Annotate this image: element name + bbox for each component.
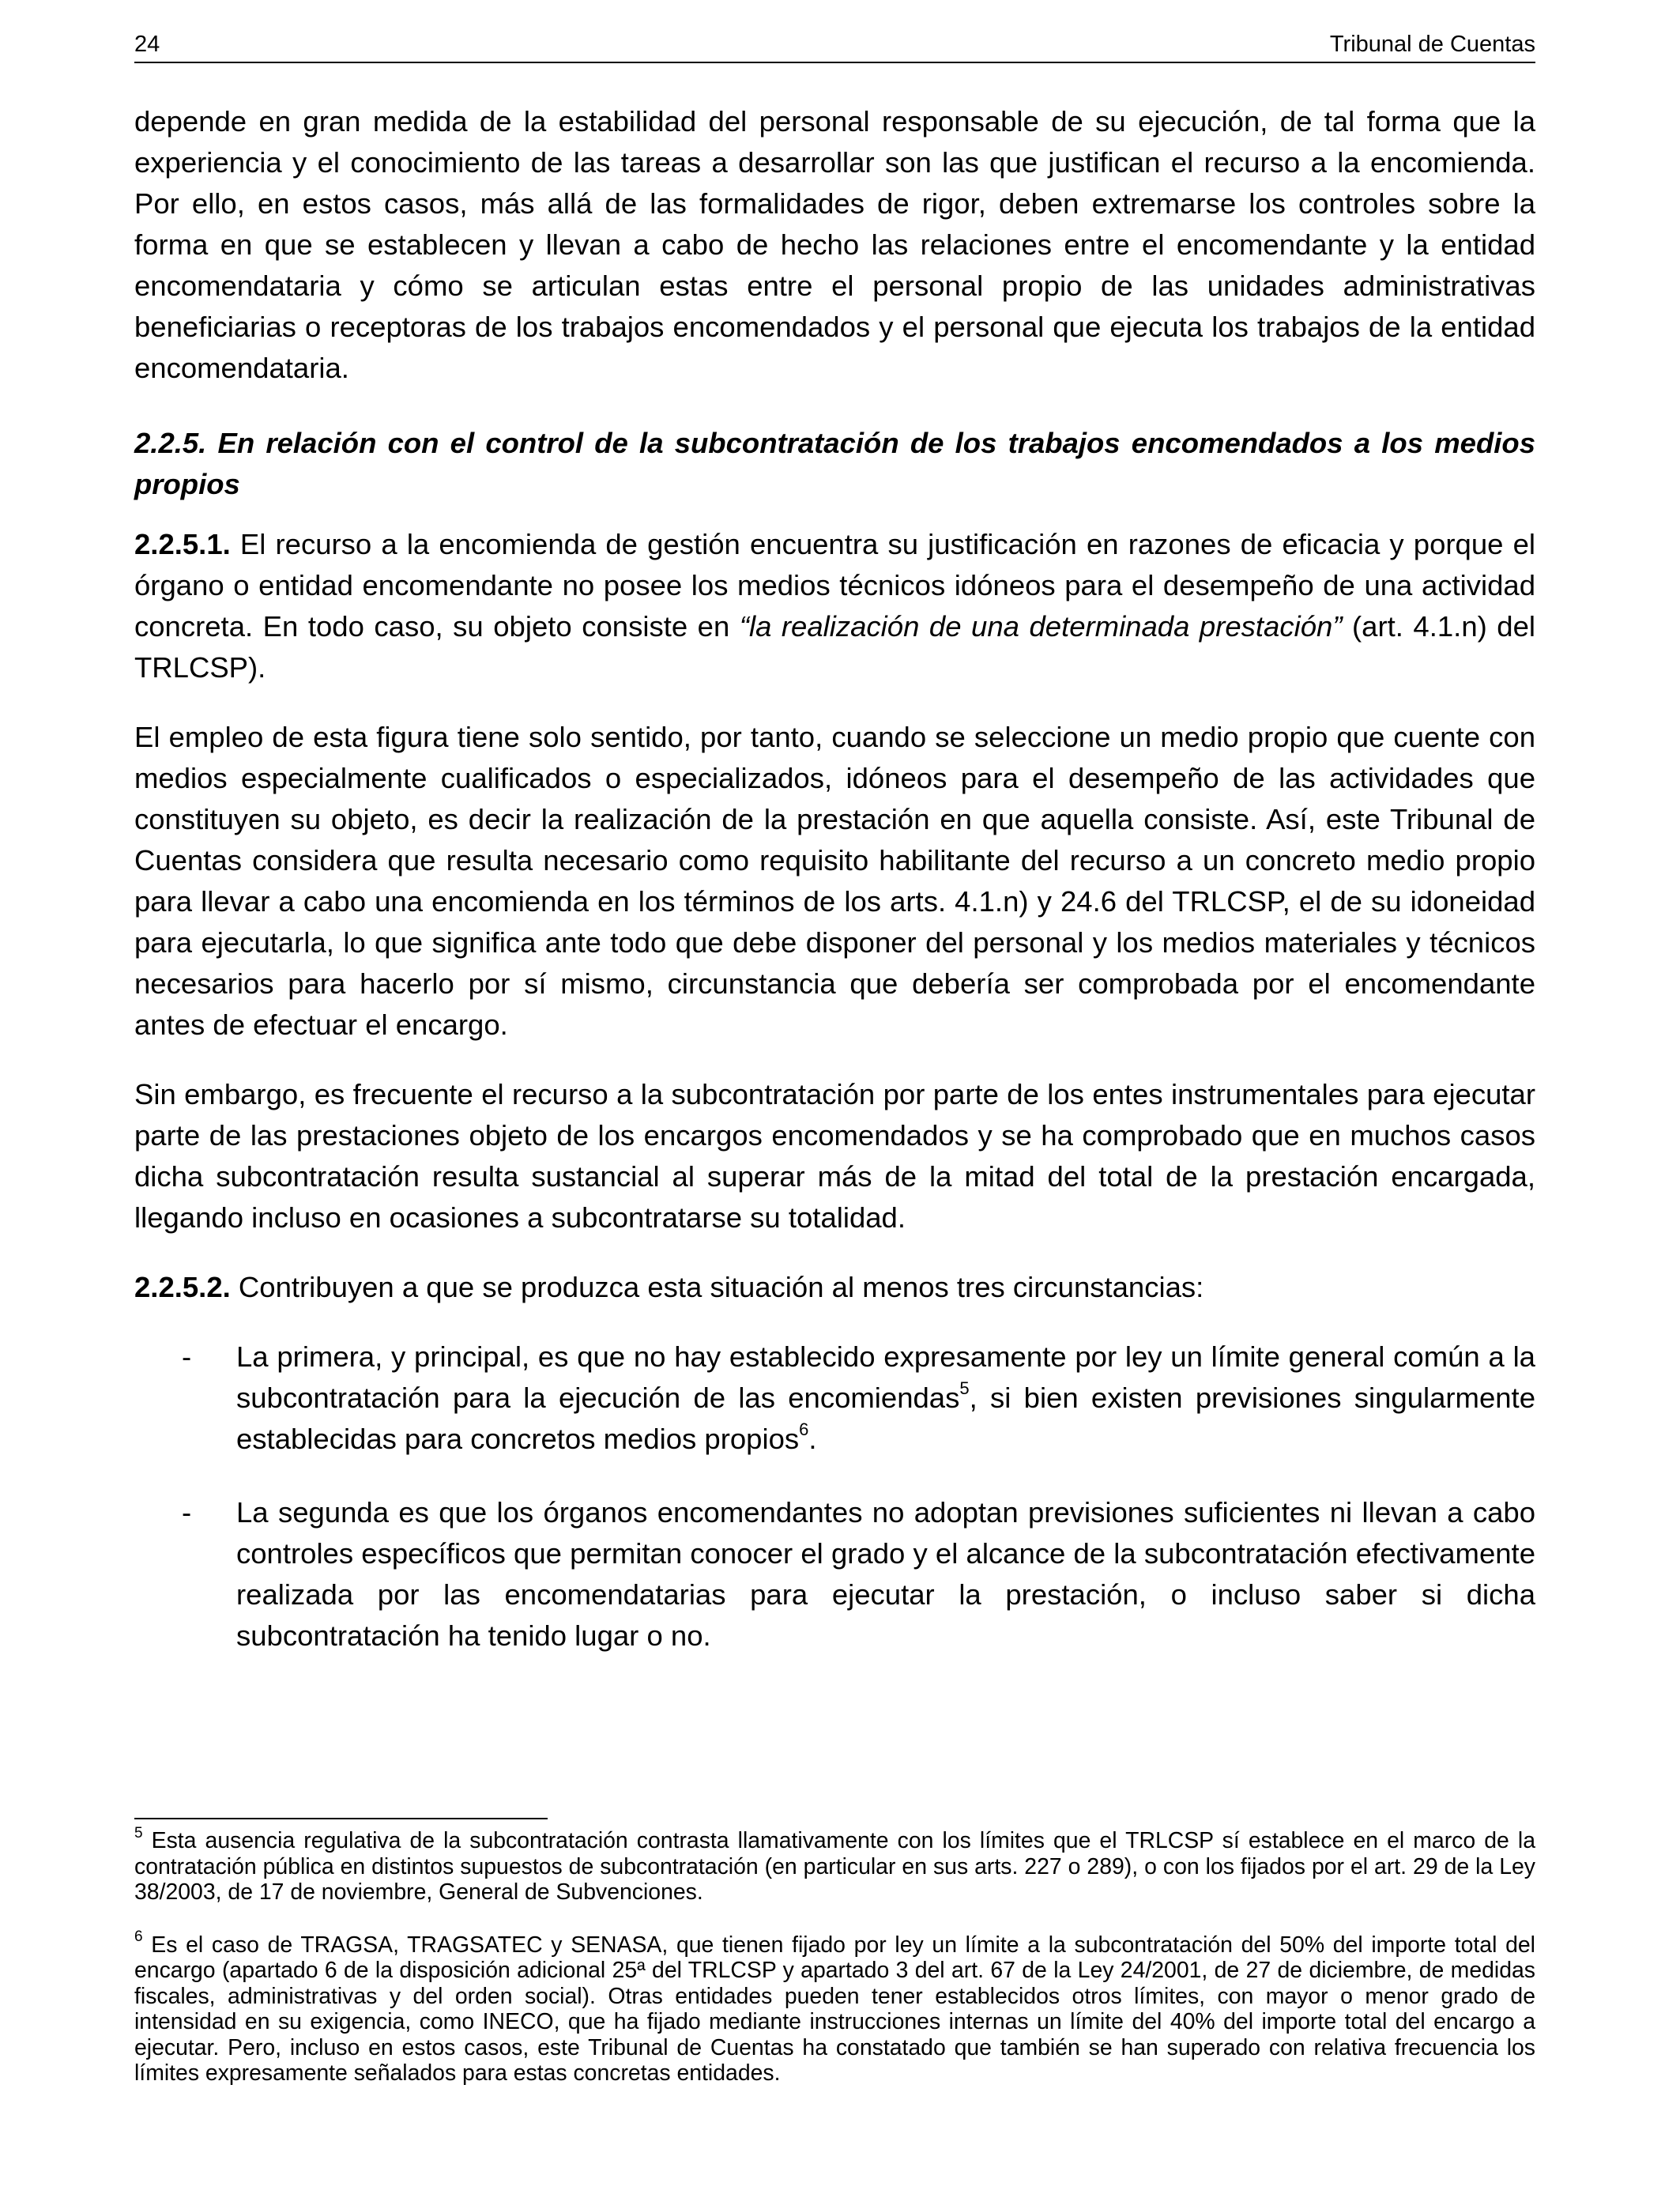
footnote-mark: 6 [134,1928,143,1946]
paragraph-2-2-5-1 [134,524,1535,688]
section-number-2-2-5-2: 2.2.5.2. [134,1271,231,1303]
paragraph-sin-embargo: Sin embargo, es frecuente el recurso a la subcontratación por parte de los entes instrumentales para ejecutar parte de las prestaciones objeto de los encargos encomendados y se ha comprobado que en muchos casos dicha subcontratación resulta sustancial al superar más de la mitad del total de la prestación encargada, llegando incluso en ocasiones a subcontratarse su totalidad. [134,1078,1535,1234]
paragraph-text: El recurso a la encomienda de gestión encuentra su justificación en razones de eficacia y porque el órgano o entidad encomendante no posee los medios técnicos idóneos para el desempeño de una actividad concreta. En todo caso, su objeto consiste en [134,528,1535,643]
list-item-text: La primera, y principal, es que no hay establecido expresamente por ley un límite general común a la subcontratación para la ejecución de las encomiendas [236,1340,1535,1414]
paragraph-empleo: El empleo de esta figura tiene solo sentido, por tanto, cuando se seleccione un medio propio que cuente con medios especialmente cualificados o especializados, idóneos para el desempeño de las actividades que constituyen su objeto, es decir la realización de la prestación en que aquella consiste. Así, este Tribunal de Cuentas considera que resulta necesario como requisito habilitante del recurso a un concreto medio propio para llevar a cabo una encomienda en los términos de los arts. 4.1.n) y 24.6 del TRLCSP, el de su idoneidad para ejecutarla, lo que significa ante todo que debe disponer del personal y los medios materiales y técnicos necesarios para hacerlo por sí mismo, circunstancia que debería ser comprobada por el encomendante antes de efectuar el encargo. [134,721,1535,1041]
footnote-mark: 5 [134,1824,143,1842]
list-item-text: , si bien existen previsiones singularmente establecidas para concretos medios propios [236,1382,1535,1455]
list-item [134,1492,1535,1657]
paragraph-text: (art. 4.1.n) del TRLCSP). [134,610,1536,684]
footnote-reference[interactable]: 6 [799,1419,809,1439]
paragraph-2-2-5-2 [134,1267,1535,1308]
footnote-text: Es el caso de TRAGSA, TRAGSATEC y SENASA, que tienen fijado por ley un límite a la subcontratación del 50% del importe total del encargo (apartado 6 de la disposición adicional 25ª del TRLCSP y apartado 3 del art. 67 de la Ley 24/2001, de 27 de diciembre, de medidas fiscales, administrativas y del orden social). Otras entidades pueden tener establecidos otros límites, con mayor o menor grado de intensidad en su exigencia, como INECO, que ha fijado mediante instrucciones internas un límite del 40% del importe total del encargo a ejecutar. Pero, incluso en estos casos, este Tribunal de Cuentas ha constatado que también se han superado con relativa frecuencia los límites expresamente señalados para estas concretas entidades. [134,1932,1535,2086]
footnote-text: Esta ausencia regulativa de la subcontratación contrasta llamativamente con los límites que el TRLCSP sí establece en el marco de la contratación pública en distintos supuestos de subcontratación (en particular en sus arts. 227 o 289), o con los fijados por el art. 29 de la Ley 38/2003, de 17 de noviembre, General de Subvenciones. [134,1828,1535,1905]
list-dash: - [182,1340,192,1373]
page-body [134,101,1535,1689]
footnote-6 [134,1928,1535,2087]
list-dash: - [182,1496,192,1529]
intro-paragraph: depende en gran medida de la estabilidad del personal responsable de su ejecución, de tal forma que la experiencia y el conocimiento de las tareas a desarrollar son las que justifican el recurso a la encomienda. Por ello, en estos casos, más allá de las formalidades de rigor, deben extremarse los controles sobre la forma en que se establecen y llevan a cabo de hecho las relaciones entre el encomendante y la entidad encomendataria y cómo se articulan estas entre el personal propio de las unidades administrativas beneficiarias o receptoras de los trabajos encomendados y el personal que ejecuta los trabajos de la entidad encomendataria. [134,105,1535,384]
paragraph-text: Contribuyen a que se produzca esta situación al menos tres circunstancias: [230,1271,1204,1303]
header-title: Tribunal de Cuentas [1329,32,1535,57]
page-number: 24 [134,32,160,57]
quoted-text: “la realización de una determinada prestación” [739,610,1343,643]
footnotes [134,1824,1535,2113]
list-item [134,1336,1535,1460]
section-heading: 2.2.5. En relación con el control de la subcontratación de los trabajos encomendados a los medios propios [134,427,1535,500]
footnote-5 [134,1824,1535,1906]
footnote-reference[interactable]: 5 [959,1378,970,1398]
footnote-separator [134,1818,548,1819]
list-item-text: La segunda es que los órganos encomendantes no adoptan previsiones suficientes ni llevan a cabo controles específicos que permitan conocer el grado y el alcance de la subcontratación efectivamente realizada por las encomendatarias para ejecutar la prestación, o incluso saber si dicha subcontratación ha tenido lugar o no. [236,1496,1535,1652]
list-item-text: . [808,1423,817,1455]
section-number-2-2-5-1: 2.2.5.1. [134,528,231,560]
header-rule [134,62,1535,63]
circumstances-list [134,1336,1535,1657]
